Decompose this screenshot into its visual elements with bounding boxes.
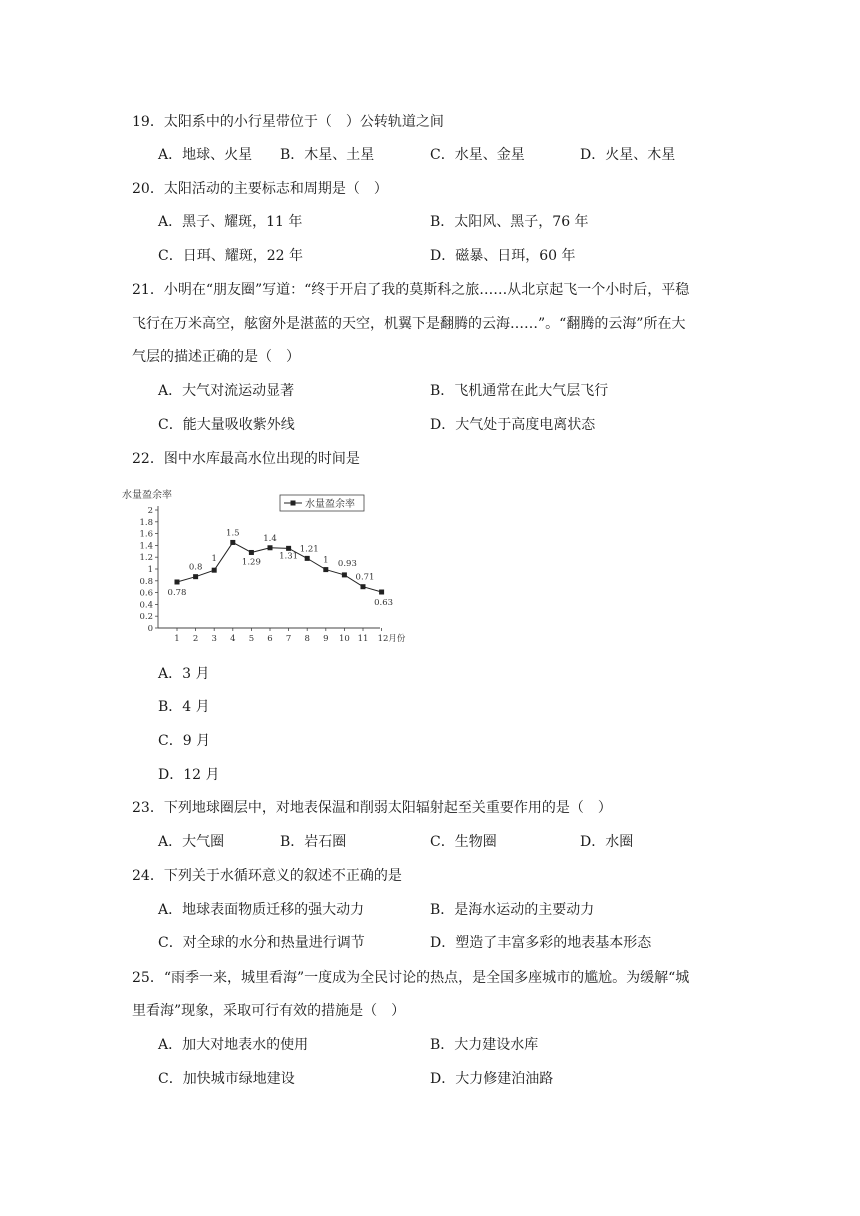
chart-x-tick-label: 6 [267,634,273,644]
chart-x-tick-label: 2 [192,634,199,644]
chart-point [286,546,291,551]
chart-data-label: 0.71 [355,572,375,583]
chart-x-tick-label: 4 [230,634,236,644]
chart-point [379,590,384,595]
chart-point [175,579,180,584]
question-21-option-a: A．大气对流运动显著 [158,383,295,399]
chart-y-tick-label: 0.2 [139,612,153,623]
chart-x-tick-label: 9 [323,634,329,644]
chart-y-tick-label: 1 [147,565,153,575]
chart-y-tick-label: 0.6 [139,588,153,599]
question-21-stem-line-3: 气层的描述正确的是（ ） [132,349,300,365]
chart-y-tick-label: 0.4 [139,600,153,611]
question-21-stem-line-1: 21．小明在“朋友圈”写道：“终于开启了我的莫斯科之旅……从北京起飞一个小时后，平稳 [132,282,690,298]
chart-data-label: 1.5 [226,528,240,539]
chart-data-label: 0.78 [167,587,187,598]
question-25-option-b: B．大力建设水库 [430,1037,539,1053]
question-25-option-a: A．加大对地表水的使用 [158,1037,309,1053]
chart-x-tick-label: 7 [285,634,292,644]
question-20-stem: 20．太阳活动的主要标志和周期是（ ） [132,181,388,197]
chart-point [305,556,310,561]
chart-legend-label: 水量盈余率 [305,499,355,510]
chart-point [249,550,254,555]
chart-y-tick-label: 2 [147,506,153,516]
chart-point [230,540,235,545]
chart-x-tick-label: 3 [211,634,217,644]
question-19-option-b: B．木星、土星 [280,147,375,163]
chart-x-tick-label: 10 [338,634,350,644]
question-25-option-c: C．加快城市绿地建设 [158,1071,295,1087]
question-23-option-b: B．岩石圈 [280,834,347,850]
question-22-option-b: B．4 月 [158,699,210,715]
chart-y-tick-label: 1.4 [139,541,153,552]
water-surplus-line-chart [122,484,422,644]
question-20-option-b: B．太阳风、黑子，76 年 [430,214,589,230]
chart-y-ticks [139,506,158,634]
chart-data-label: 1.21 [299,544,319,555]
question-25-stem-line-2: 里看海”现象，采取可行有效的措施是（ ） [132,1003,406,1019]
chart-data-label: 0.63 [374,598,394,609]
chart-data-label: 1.4 [263,533,277,544]
chart-data-label: 1 [323,555,329,566]
question-23-option-a: A．大气圈 [158,834,225,850]
question-21-stem-line-2: 飞行在万米高空，舷窗外是湛蓝的天空，机翼下是翻腾的云海……”。“翻腾的云海”所在大 [132,316,686,332]
question-22-option-c: C．9 月 [158,733,211,749]
question-21-option-d: D．大气处于高度电离状态 [430,417,596,433]
chart-data-label: 0.93 [337,558,357,569]
chart-y-tick-label: 1.2 [139,553,153,564]
question-25-option-d: D．大力修建泊油路 [430,1071,554,1087]
question-24-option-a: A．地球表面物质迁移的强大动力 [158,902,365,918]
question-22-option-d: D．12 月 [158,767,220,783]
question-23-option-d: D．水圈 [580,834,634,850]
chart-y-tick-label: 0 [147,624,153,634]
chart-point [361,584,366,589]
question-19-stem: 19．太阳系中的小行星带位于（ ）公转轨道之间 [132,114,444,130]
question-20-option-d: D．磁暴、日珥，60 年 [430,248,576,264]
chart-point [342,572,347,577]
chart-point [323,567,328,572]
question-24-option-d: D．塑造了丰富多彩的地表基本形态 [430,935,652,951]
chart-y-tick-label: 1.8 [139,517,153,528]
question-24-option-c: C．对全球的水分和热量进行调节 [158,935,365,951]
chart-legend-marker [291,501,296,506]
question-23-option-c: C．生物圈 [430,834,497,850]
chart-data-label: 1.29 [241,557,261,568]
chart-data-label: 0.8 [188,562,203,573]
question-23-stem: 23．下列地球圈层中，对地表保温和削弱太阳辐射起至关重要作用的是（ ） [132,800,612,816]
chart-point [193,574,198,579]
question-19-option-c: C．水星、金星 [430,147,525,163]
question-25-stem-line-1: 25．“雨季一来，城里看海”一度成为全民讨论的热点，是全国多座城市的尴尬。为缓解“城 [132,970,690,986]
chart-x-ticks [174,628,406,644]
question-20-option-c: C．日珥、耀斑，22 年 [158,248,303,264]
question-21-option-b: B．飞机通常在此大气层飞行 [430,383,609,399]
chart-data-label: 1 [211,554,217,565]
chart-x-tick-label: 1 [174,634,180,644]
question-19-option-d: D．火星、木星 [580,147,676,163]
chart-x-tick-label: 8 [304,634,310,644]
chart-x-tick-label: 11 [357,634,369,644]
chart-x-tick-label: 12月份 [377,634,406,644]
chart-data-label: 1.31 [279,551,299,562]
chart-y-axis-label: 水量盈余率 [122,490,172,501]
chart-x-tick-label: 5 [248,634,255,644]
chart-legend [280,495,364,511]
question-22-stem: 22．图中水库最高水位出现的时间是 [132,451,360,467]
question-20-option-a: A．黑子、耀斑，11 年 [158,214,303,230]
question-19-option-a: A．地球、火星 [158,147,253,163]
chart-point [268,545,273,550]
chart-point [212,568,217,573]
question-24-option-b: B．是海水运动的主要动力 [430,902,595,918]
chart-y-tick-label: 0.8 [139,576,153,587]
question-21-option-c: C．能大量吸收紫外线 [158,417,295,433]
question-24-stem: 24．下列关于水循环意义的叙述不正确的是 [132,868,402,884]
question-22-option-a: A．3 月 [158,666,210,682]
chart-data-labels [168,528,394,608]
chart-y-tick-label: 1.6 [139,529,153,540]
